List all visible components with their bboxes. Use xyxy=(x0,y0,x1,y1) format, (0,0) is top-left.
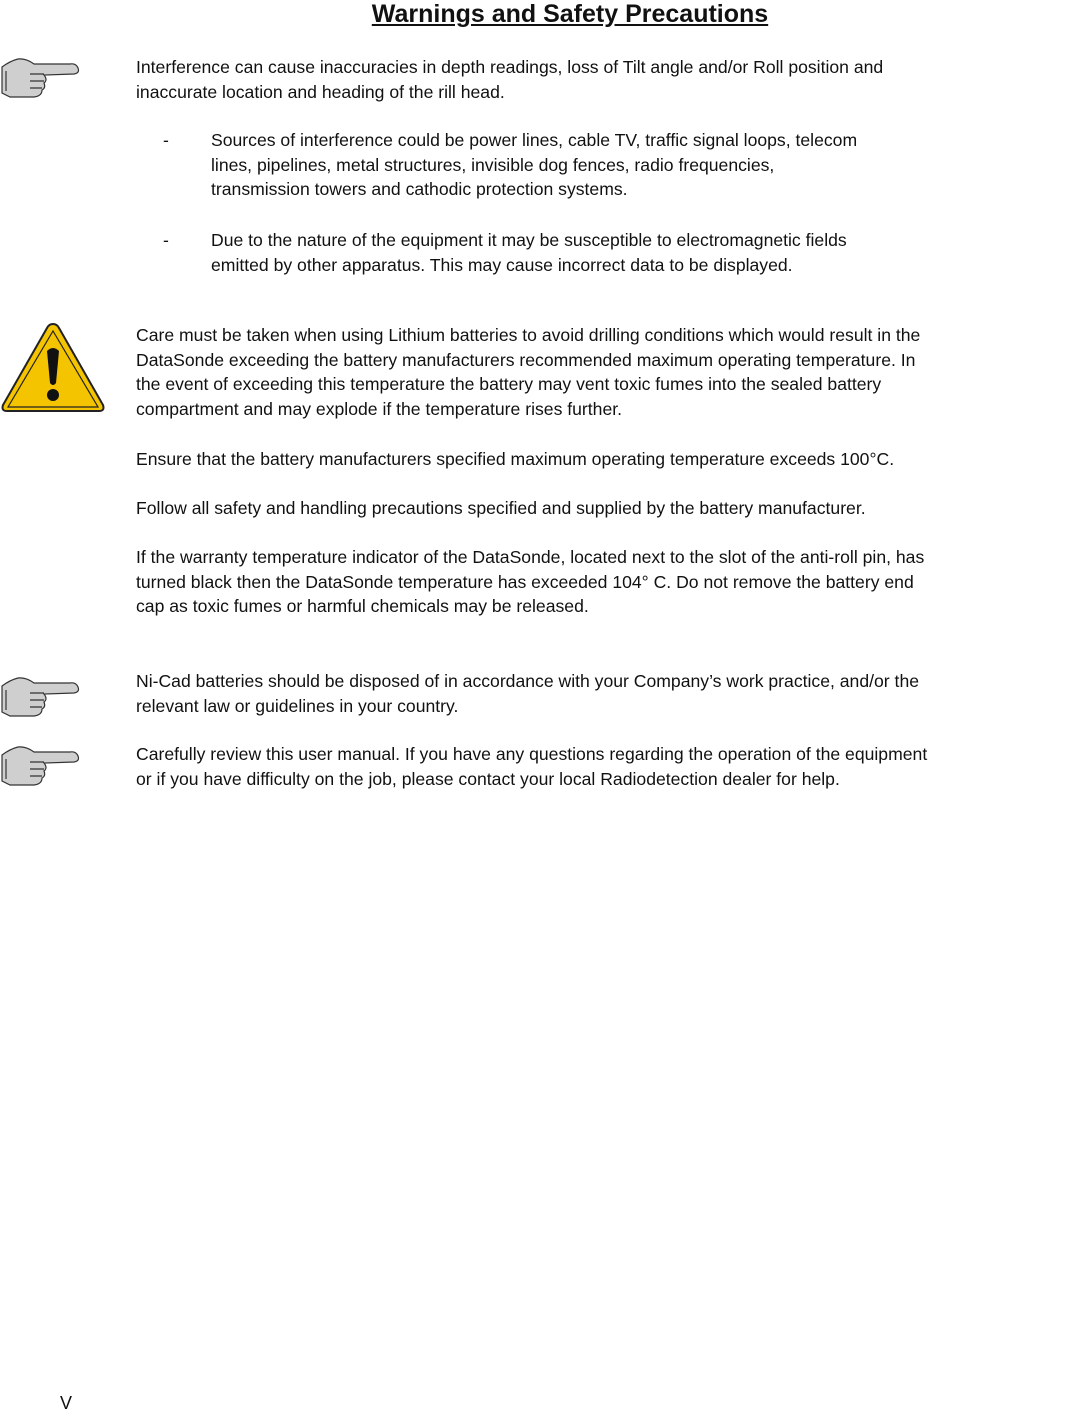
bullet-marker: - xyxy=(163,130,169,150)
safety-handling-paragraph xyxy=(136,496,1072,521)
text-line: lines, pipelines, metal structures, invisible dog fences, radio frequencies, xyxy=(211,154,775,175)
page-title: Warnings and Safety Precautions xyxy=(371,0,769,28)
warranty-indicator-paragraph xyxy=(136,545,1072,619)
review-manual-paragraph xyxy=(136,742,1072,791)
text-line: inaccurate location and heading of the rill head. xyxy=(136,81,505,102)
text-line: the event of exceeding this temperature the battery may vent toxic fumes into the sealed battery xyxy=(136,374,882,394)
text-line: DataSonde exceeding the battery manufacturers recommended maximum operating temperature. In xyxy=(136,349,916,370)
text-line: Ensure that the battery manufacturers specified maximum operating temperature exceeds 100°C. xyxy=(136,449,895,469)
text-line: Interference can cause inaccuracies in depth readings, loss of Tilt angle and/or Roll position and xyxy=(136,57,884,77)
pointing-hand-icon xyxy=(0,53,80,99)
lithium-warning-paragraph xyxy=(136,323,1072,421)
text-line: cap as toxic fumes or harmful chemicals may be released. xyxy=(136,596,589,616)
text-line: compartment and may explode if the temperature rises further. xyxy=(136,398,623,419)
bullet-item-sources xyxy=(211,128,857,202)
interference-intro xyxy=(136,55,1072,104)
bullet-item-emc xyxy=(211,228,847,277)
text-line: or if you have difficulty on the job, please contact your local Radiodetection dealer for help. xyxy=(136,768,840,789)
text-line: If the warranty temperature indicator of the DataSonde, located next to the slot of the anti-roll pin, has xyxy=(136,547,925,567)
text-line: Ni-Cad batteries should be disposed of in accordance with your Company’s work practice, and/or the xyxy=(136,671,920,691)
max-temperature-paragraph xyxy=(136,447,1072,472)
text-line: Due to the nature of the equipment it may be susceptible to electromagnetic fields xyxy=(211,230,847,250)
nicad-disposal-paragraph xyxy=(136,669,1072,718)
text-line: turned black then the DataSonde temperature has exceeded 104° C. Do not remove the battery end xyxy=(136,571,914,592)
text-line: relevant law or guidelines in your country. xyxy=(136,695,459,716)
text-line: emitted by other apparatus. This may cause incorrect data to be displayed. xyxy=(211,254,793,275)
text-line: transmission towers and cathodic protection systems. xyxy=(211,179,628,199)
text-line: Sources of interference could be power lines, cable TV, traffic signal loops, telecom xyxy=(211,130,858,150)
pointing-hand-icon xyxy=(0,672,80,718)
text-line: Carefully review this user manual. If you have any questions regarding the operation of the equipment xyxy=(136,744,928,764)
text-line: Follow all safety and handling precautions specified and supplied by the battery manufacturer. xyxy=(136,498,866,518)
bullet-marker: - xyxy=(163,230,169,250)
pointing-hand-icon xyxy=(0,741,80,787)
warning-triangle-icon xyxy=(0,321,106,414)
text-line: Care must be taken when using Lithium batteries to avoid drilling conditions which would result in the xyxy=(136,325,921,345)
page-number: V xyxy=(60,1393,73,1413)
